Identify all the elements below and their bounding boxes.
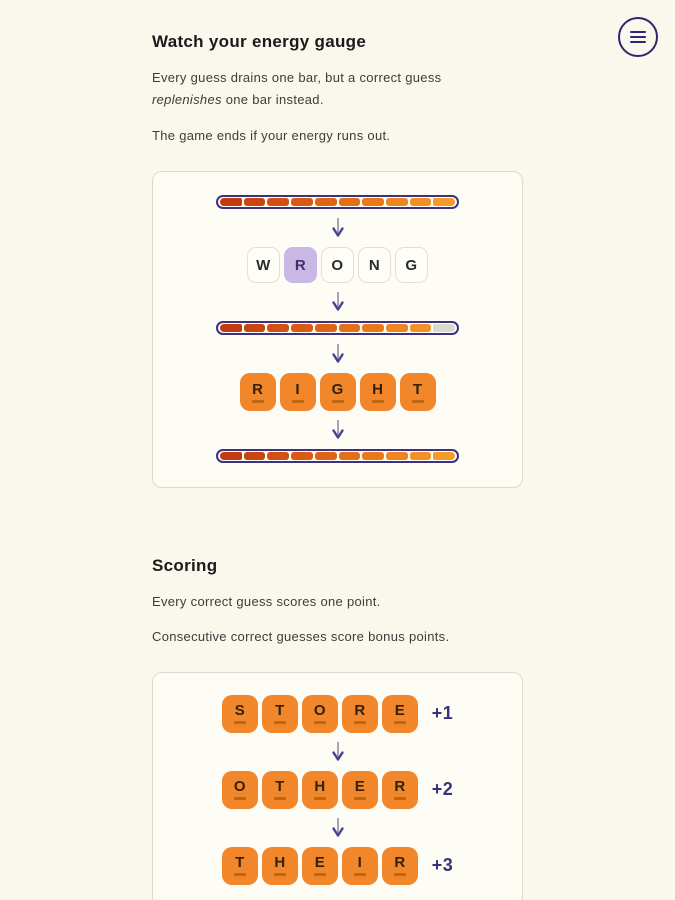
tile-letter: T [275,702,285,720]
gauge-segment-filled [410,198,432,206]
gauge-segment-filled [339,452,361,460]
word-tiles [240,373,436,411]
tile-letter: E [314,854,325,872]
gauge-segment-empty [433,324,455,332]
down-arrow-icon [330,216,346,240]
scoring-diagram-card [152,672,523,900]
gauge-segment-filled [410,452,432,460]
tile-letter: O [313,702,326,720]
tile-underline [252,400,264,403]
down-arrow-icon [330,740,346,764]
tile-underline [274,797,286,800]
tile-letter: G [331,380,344,398]
letter-tile-highlighted: R [284,247,317,283]
gauge-segment-filled [315,452,337,460]
tile-underline [354,797,366,800]
score-points-label: +1 [431,703,454,724]
gauge-segment-filled [291,198,313,206]
tile-underline [314,873,326,876]
letter-tile-correct [302,771,338,809]
letter-tile-correct [382,695,418,733]
hamburger-menu-icon [630,36,646,38]
letter-tile: W [247,247,280,283]
gauge-segment-filled [315,198,337,206]
letter-tile-correct [302,695,338,733]
gauge-segment-filled [220,324,242,332]
content-column [152,0,523,900]
tile-letter: T [275,778,285,796]
word-tiles [247,247,428,283]
score-points-label: +3 [431,855,454,876]
tile-letter: E [394,702,405,720]
letter-tile-correct [400,373,436,411]
gauge-segment-filled [220,452,242,460]
gauge-segment-filled [244,198,266,206]
down-arrow-icon [330,816,346,840]
tile-underline [234,721,246,724]
letter-tile-correct [222,847,258,885]
letter-tile-correct [382,847,418,885]
tile-letter: O [233,778,246,796]
paragraph-text: Every guess drains one bar, but a correct guess [152,70,442,86]
energy-paragraph-2: The game ends if your energy runs out. [152,127,391,143]
letter-tile-correct [342,847,378,885]
gauge-segment-filled [220,198,242,206]
tile-underline [394,721,406,724]
tile-letter: R [394,778,406,796]
tile-letter: H [274,854,286,872]
gauge-segment-filled [244,324,266,332]
gauge-segment-filled [339,324,361,332]
letter-tile-correct [262,847,298,885]
down-arrow-icon [330,290,346,314]
letter-tile-correct [302,847,338,885]
energy-section-title: Watch your energy gauge [152,32,367,51]
gauge-segment-filled [267,198,289,206]
tile-underline [394,873,406,876]
gauge-segment-filled [433,198,455,206]
letter-tile-correct [222,771,258,809]
letter-tile-correct [360,373,396,411]
gauge-segment-filled [410,324,432,332]
scoring-paragraph-2: Consecutive correct guesses score bonus points. [152,629,450,645]
gauge-segment-filled [362,452,384,460]
gauge-segment-filled [339,198,361,206]
tile-underline [354,873,366,876]
tile-letter: T [412,380,423,398]
tile-letter: H [314,778,326,796]
score-points-label: +2 [431,779,454,800]
tile-letter: R [394,854,406,872]
tile-underline [354,721,366,724]
scoring-row [222,695,454,733]
letter-tile-correct [382,771,418,809]
letter-tile: O [321,247,354,283]
scoring-section-title: Scoring [152,555,218,575]
gauge-segment-filled [291,324,313,332]
gauge-segment-filled [386,324,408,332]
word-tiles [222,771,418,809]
gauge-segment-filled [362,324,384,332]
tile-letter: S [234,702,245,720]
tile-underline [314,721,326,724]
gauge-segment-filled [315,324,337,332]
gauge-segment-filled [362,198,384,206]
tile-underline [274,721,286,724]
letter-tile-correct [240,373,276,411]
tile-letter: I [357,854,362,872]
paragraph-text-italic: replenishes [152,92,222,108]
gauge-segment-filled [267,452,289,460]
tile-underline [292,400,304,403]
gauge-segment-filled [433,452,455,460]
gauge-segment-filled [291,452,313,460]
letter-tile-correct [262,695,298,733]
scoring-paragraph-1: Every correct guess scores one point. [152,594,381,610]
letter-tile: G [395,247,428,283]
tile-underline [314,797,326,800]
word-tiles [222,847,418,885]
tile-underline [234,797,246,800]
gauge-segment-filled [386,452,408,460]
scoring-row [222,771,454,809]
tile-underline [274,873,286,876]
tile-letter: I [295,380,300,398]
gauge-segment-filled [386,198,408,206]
gauge-segment-filled [244,452,266,460]
scoring-section [152,556,523,900]
energy-diagram-card [152,171,523,488]
tile-letter: E [354,778,365,796]
letter-tile-correct [262,771,298,809]
letter-tile-correct [342,771,378,809]
tile-letter: R [354,702,366,720]
tile-underline [394,797,406,800]
gauge-segment-filled [267,324,289,332]
tile-underline [372,400,384,403]
energy-gauge [216,195,459,209]
hamburger-menu-icon [630,31,646,33]
tile-underline [332,400,344,403]
letter-tile-correct [222,695,258,733]
scoring-row [222,847,454,885]
tile-underline [412,400,424,403]
tile-letter: H [372,380,383,398]
tile-letter: R [252,380,263,398]
energy-gauge [216,321,459,335]
letter-tile-correct [342,695,378,733]
energy-paragraph-1 [152,67,492,111]
word-tiles [222,695,418,733]
paragraph-text: one bar instead. [221,92,324,108]
down-arrow-icon [330,418,346,442]
letter-tile-correct [320,373,356,411]
tile-letter: T [235,854,245,872]
down-arrow-icon [330,342,346,366]
tile-underline [234,873,246,876]
letter-tile: N [358,247,391,283]
letter-tile-correct [280,373,316,411]
energy-gauge [216,449,459,463]
menu-button[interactable] [618,17,658,57]
hamburger-menu-icon [630,41,646,43]
